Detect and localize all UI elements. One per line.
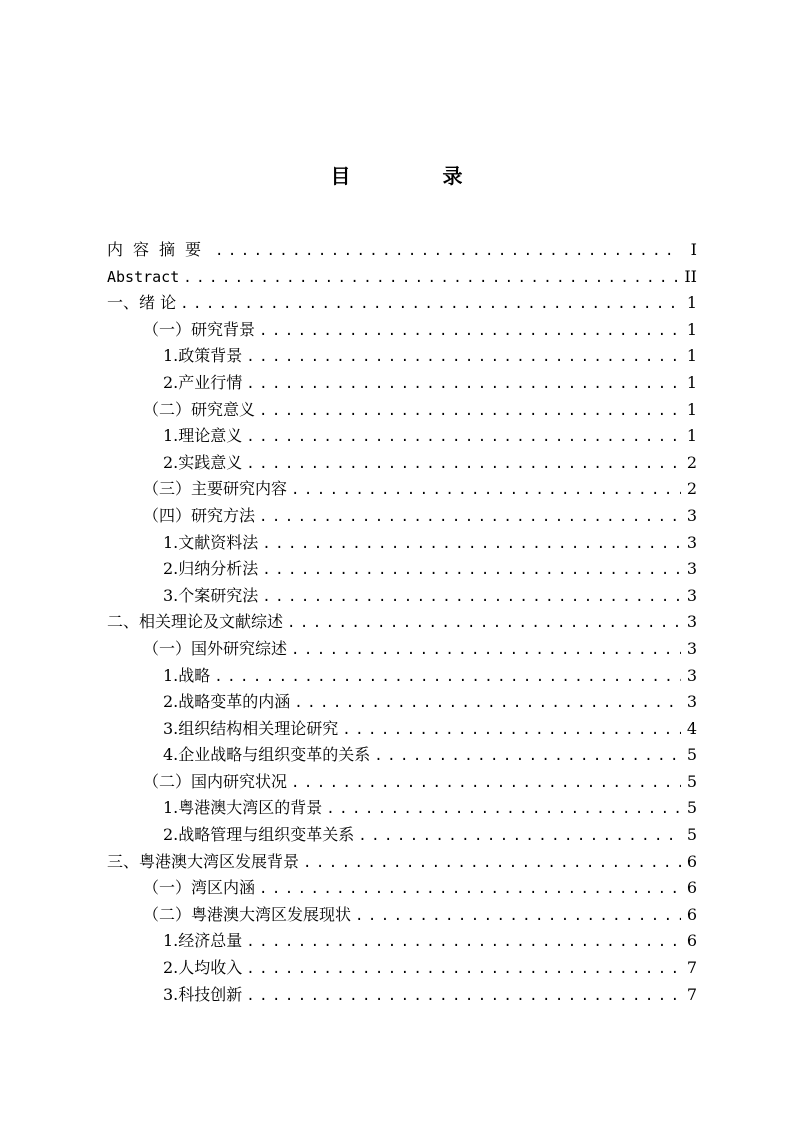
toc-entry-page: 5 xyxy=(686,771,697,791)
dot-leader xyxy=(246,956,681,983)
toc-entry-page: 5 xyxy=(686,798,697,818)
toc-entry[interactable] xyxy=(107,503,697,530)
toc-entry-page: 5 xyxy=(686,825,697,845)
toc-entry-number: 2. xyxy=(163,692,179,712)
dot-leader xyxy=(246,344,681,371)
toc-entry-label: Abstract xyxy=(107,267,180,286)
toc-entry-page: I xyxy=(690,240,697,259)
toc-entry-label: 研究背景 xyxy=(191,319,256,339)
dot-leader xyxy=(246,983,681,1010)
toc-entry-label: 粤港澳大湾区发展现状 xyxy=(191,904,352,924)
toc-entry-number: 2. xyxy=(163,825,179,845)
toc-entry-page: 6 xyxy=(686,878,697,898)
dot-leader xyxy=(291,770,681,797)
toc-entry[interactable] xyxy=(107,343,697,370)
dot-leader xyxy=(259,876,681,903)
toc-entry-page: 4 xyxy=(686,718,697,738)
toc-entry-label: 内容摘要 xyxy=(107,240,212,259)
toc-entry[interactable] xyxy=(107,955,697,982)
dot-leader xyxy=(246,451,681,478)
toc-entry[interactable] xyxy=(107,795,697,822)
dot-leader xyxy=(291,477,681,504)
toc-entry-page: 3 xyxy=(686,692,697,712)
toc-entry-label: 主要研究内容 xyxy=(191,479,288,499)
toc-entry-number: 1. xyxy=(163,346,179,366)
toc-entry[interactable] xyxy=(107,928,697,955)
dot-leader xyxy=(183,265,680,292)
toc-entry-page: 6 xyxy=(686,931,697,951)
toc-entry-number: 3. xyxy=(163,585,179,605)
toc-entry-page: 6 xyxy=(686,851,697,871)
toc-entry-page: 3 xyxy=(686,532,697,552)
toc-entry[interactable] xyxy=(107,849,697,876)
toc-entry-number: 2. xyxy=(163,958,179,978)
toc-entry[interactable] xyxy=(107,397,697,424)
toc-entry-label: 战略变革的内涵 xyxy=(178,692,291,712)
toc-entry[interactable] xyxy=(107,636,697,663)
toc-entry[interactable] xyxy=(107,530,697,557)
toc-entry-label: 实践意义 xyxy=(178,452,243,472)
toc-entry-page: 1 xyxy=(686,293,697,313)
toc-entry[interactable] xyxy=(107,583,697,610)
toc-entry-page: II xyxy=(684,266,697,286)
toc-entry-label: 政策背景 xyxy=(178,346,243,366)
dot-leader xyxy=(303,850,681,877)
toc-entry-number: 3. xyxy=(163,984,179,1004)
toc-entry-number: （二） xyxy=(143,399,192,419)
toc-entry-label: 研究方法 xyxy=(191,505,256,525)
dot-leader xyxy=(246,424,681,451)
toc-entry-label: 国内研究状况 xyxy=(191,771,288,791)
toc-entry-number: （二） xyxy=(143,904,192,924)
toc-entry[interactable] xyxy=(107,264,697,291)
toc-entry-number: 4. xyxy=(163,745,179,765)
toc-entry[interactable] xyxy=(107,450,697,477)
toc-entry-page: 3 xyxy=(686,505,697,525)
toc-entry-page: 3 xyxy=(686,585,697,605)
toc-entry-label: 归纳分析法 xyxy=(178,559,259,579)
toc-entry-number: 二、 xyxy=(107,612,140,632)
toc-entry-number: （一） xyxy=(143,638,192,658)
dot-leader xyxy=(358,823,681,850)
toc-entry-page: 2 xyxy=(686,479,697,499)
toc-entry[interactable] xyxy=(107,663,697,690)
toc-entry-page: 1 xyxy=(686,319,697,339)
toc-entry-label: 人均收入 xyxy=(178,958,243,978)
toc-entry-number: （二） xyxy=(143,771,192,791)
toc-entry[interactable] xyxy=(107,556,697,583)
toc-entry-label: 战略管理与组织变革关系 xyxy=(178,825,355,845)
toc-entry-number: （三） xyxy=(143,479,192,499)
toc-entry-label: 组织结构相关理论研究 xyxy=(178,718,339,738)
toc-entry-page: 1 xyxy=(686,426,697,446)
toc-entry[interactable] xyxy=(107,902,697,929)
toc-entry[interactable] xyxy=(107,742,697,769)
toc-entry[interactable] xyxy=(107,822,697,849)
toc-entry-page: 7 xyxy=(686,958,697,978)
toc-entry-label: 湾区内涵 xyxy=(191,878,256,898)
toc-entry-label: 文献资料法 xyxy=(178,532,259,552)
dot-leader xyxy=(291,637,681,664)
toc-entry[interactable] xyxy=(107,769,697,796)
dot-leader xyxy=(215,238,681,265)
toc-entry-number: 1. xyxy=(163,931,179,951)
toc-entry-label: 绪 论 xyxy=(139,293,177,313)
toc-entry-page: 3 xyxy=(686,559,697,579)
toc-entry[interactable] xyxy=(107,370,697,397)
toc-entry-label: 理论意义 xyxy=(178,426,243,446)
toc-entry[interactable] xyxy=(107,609,697,636)
toc-entry-label: 相关理论及文献综述 xyxy=(139,612,284,632)
toc-entry[interactable] xyxy=(107,982,697,1009)
toc-entry-number: 1. xyxy=(163,426,179,446)
toc-entry-number: 1. xyxy=(163,798,179,818)
toc-entry-number: 1. xyxy=(163,665,179,685)
toc-entry-page: 1 xyxy=(686,372,697,392)
dot-leader xyxy=(259,318,681,345)
dot-leader xyxy=(180,291,681,318)
toc-entry-label: 国外研究综述 xyxy=(191,638,288,658)
dot-leader xyxy=(374,743,681,770)
toc-entry-number: 一、 xyxy=(107,293,140,313)
toc-entry-number: 3. xyxy=(163,718,179,738)
toc-entry-label: 科技创新 xyxy=(178,984,243,1004)
toc-entry-label: 粤港澳大湾区发展背景 xyxy=(139,851,300,871)
toc-entry[interactable] xyxy=(107,875,697,902)
toc-entry[interactable] xyxy=(107,423,697,450)
toc-entry-number: （一） xyxy=(143,319,192,339)
dot-leader xyxy=(246,929,681,956)
dot-leader xyxy=(355,903,681,930)
dot-leader xyxy=(294,690,681,717)
page-title: 目 录 xyxy=(330,164,499,188)
toc-entry-number: 1. xyxy=(163,532,179,552)
dot-leader xyxy=(287,610,681,637)
dot-leader xyxy=(259,504,681,531)
dot-leader xyxy=(262,584,681,611)
toc-entry-number: 三、 xyxy=(107,851,140,871)
toc-entry-number: （四） xyxy=(143,505,192,525)
toc-entry-page: 3 xyxy=(686,665,697,685)
toc-entry-page: 7 xyxy=(686,984,697,1004)
toc-entry-number: 2. xyxy=(163,372,179,392)
dot-leader xyxy=(262,557,681,584)
dot-leader xyxy=(342,717,681,744)
dot-leader xyxy=(259,398,681,425)
toc-entry[interactable] xyxy=(107,716,697,743)
toc-entry-label: 个案研究法 xyxy=(178,585,259,605)
toc-entry-label: 企业战略与组织变革的关系 xyxy=(178,745,371,765)
toc-entry[interactable] xyxy=(107,689,697,716)
dot-leader xyxy=(326,796,681,823)
toc-entry-page: 5 xyxy=(686,745,697,765)
dot-leader xyxy=(262,531,681,558)
toc-entry-page: 2 xyxy=(686,452,697,472)
toc-entry-label: 研究意义 xyxy=(191,399,256,419)
toc-entry-label: 产业行情 xyxy=(178,372,243,392)
toc-entry-number: 2. xyxy=(163,559,179,579)
toc-entry-page: 1 xyxy=(686,346,697,366)
toc-entry-number: 2. xyxy=(163,452,179,472)
toc-entry[interactable] xyxy=(107,476,697,503)
dot-leader xyxy=(214,664,681,691)
toc-entry[interactable] xyxy=(107,237,697,264)
toc-entry[interactable] xyxy=(107,317,697,344)
table-of-contents xyxy=(107,237,697,1008)
toc-entry-page: 1 xyxy=(686,399,697,419)
dot-leader xyxy=(246,371,681,398)
toc-entry-page: 3 xyxy=(686,612,697,632)
toc-entry-label: 战略 xyxy=(178,665,211,685)
toc-entry-number: （一） xyxy=(143,878,192,898)
toc-entry[interactable] xyxy=(107,290,697,317)
toc-entry-page: 6 xyxy=(686,904,697,924)
toc-entry-label: 经济总量 xyxy=(178,931,243,951)
toc-entry-label: 粤港澳大湾区的背景 xyxy=(178,798,323,818)
toc-entry-page: 3 xyxy=(686,638,697,658)
